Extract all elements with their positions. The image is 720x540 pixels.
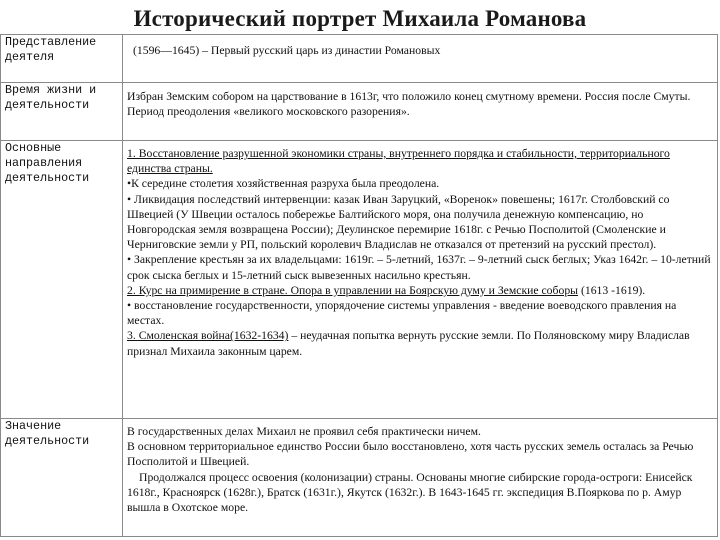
row-label-representation: Представление деятеля [1, 35, 123, 83]
direction-item-1: 1. Восстановление разрушенной экономики страны, внутреннего порядка и стабильности, территориального единства страны. [127, 147, 670, 176]
direction-item-3: 3. Смоленская война(1632-1634) [127, 329, 289, 343]
direction-item-3-rest: – неудачная попытка вернуть русские земли. По Поляновскому миру Владислав признал Михаила законным царем. [127, 329, 690, 358]
page-title: Исторический портрет Михаила Романова [133, 6, 587, 31]
direction-item-2: 2. Курс на примирение в стране. Опора в управлении на Боярскую думу и Земские соборы [127, 283, 579, 297]
row-label-significance: Значение деятельности [1, 419, 123, 537]
portrait-table [0, 34, 718, 537]
direction-item-2-rest: (1613 -1619). [578, 283, 646, 297]
significance-paragraph-1: В государственных делах Михаил не проявил себя практически ничем. [127, 425, 481, 438]
row-content-significance [123, 419, 718, 537]
row-content-representation [123, 35, 718, 83]
direction-bullet-2: • Ликвидация последствий интервенции: казак Иван Заруцкий, «Воренок» повешены; 1617г. Столбовский со Швецией (У Швеции осталось побережье Балтийского моря, она получила денежную компенсацию, но Новгородская земля возвращена России); Деулинское перемирие 1618г. с Речью Посполитой (Смоленские и Черниговские земли у РП, польский королевич Владислав не отказался от претензий на русский престол). [127, 192, 670, 252]
direction-bullet-4: • восстановление государственности, упорядочение системы управления - введение воеводского правления на местах. [127, 299, 677, 328]
table-row-directions [1, 141, 718, 419]
table-row-lifetime [1, 83, 718, 141]
table-row-representation [1, 35, 718, 83]
direction-bullet-3: • Закрепление крестьян за их владельцами: 1619г. – 5-летний, 1637г. – 9-летний сыск беглых; Указ 1642г. – 10-летний срок сыска беглых и 15-летний сыск вывезенных насильно крестьян. [127, 253, 711, 282]
direction-bullet-1: •К середине столетия хозяйственная разруха была преодолена. [127, 177, 440, 191]
row-label-directions: Основные направления деятельности [1, 141, 123, 419]
representation-text: (1596—1645) – Первый русский царь из династии Романовых [133, 44, 441, 57]
table-row-significance [1, 419, 718, 537]
significance-paragraph-3: Продолжался процесс освоения (колонизации) страны. Основаны многие сибирские города-остроги: Енисейск 1618г., Красноярск (1628г.), Братск (1631г.), Якутск (1632г.). В 1643-1645 гг. экспедиция В.Пояркова по р. Амур вышла в Охотское море. [127, 470, 693, 515]
row-content-lifetime [123, 83, 718, 141]
row-content-directions [123, 141, 718, 419]
significance-paragraph-2: В основном территориальное единство России было восстановлено, хотя часть русских земель осталась за Речью Посполитой и Швецией. [127, 440, 694, 469]
row-label-lifetime: Время жизни и деятельности [1, 83, 123, 141]
lifetime-text: Избран Земским собором на царствование в 1613г, что положило конец смутному времени. Россия после Смуты. Период преодоления «великого московского разорения». [127, 90, 691, 119]
